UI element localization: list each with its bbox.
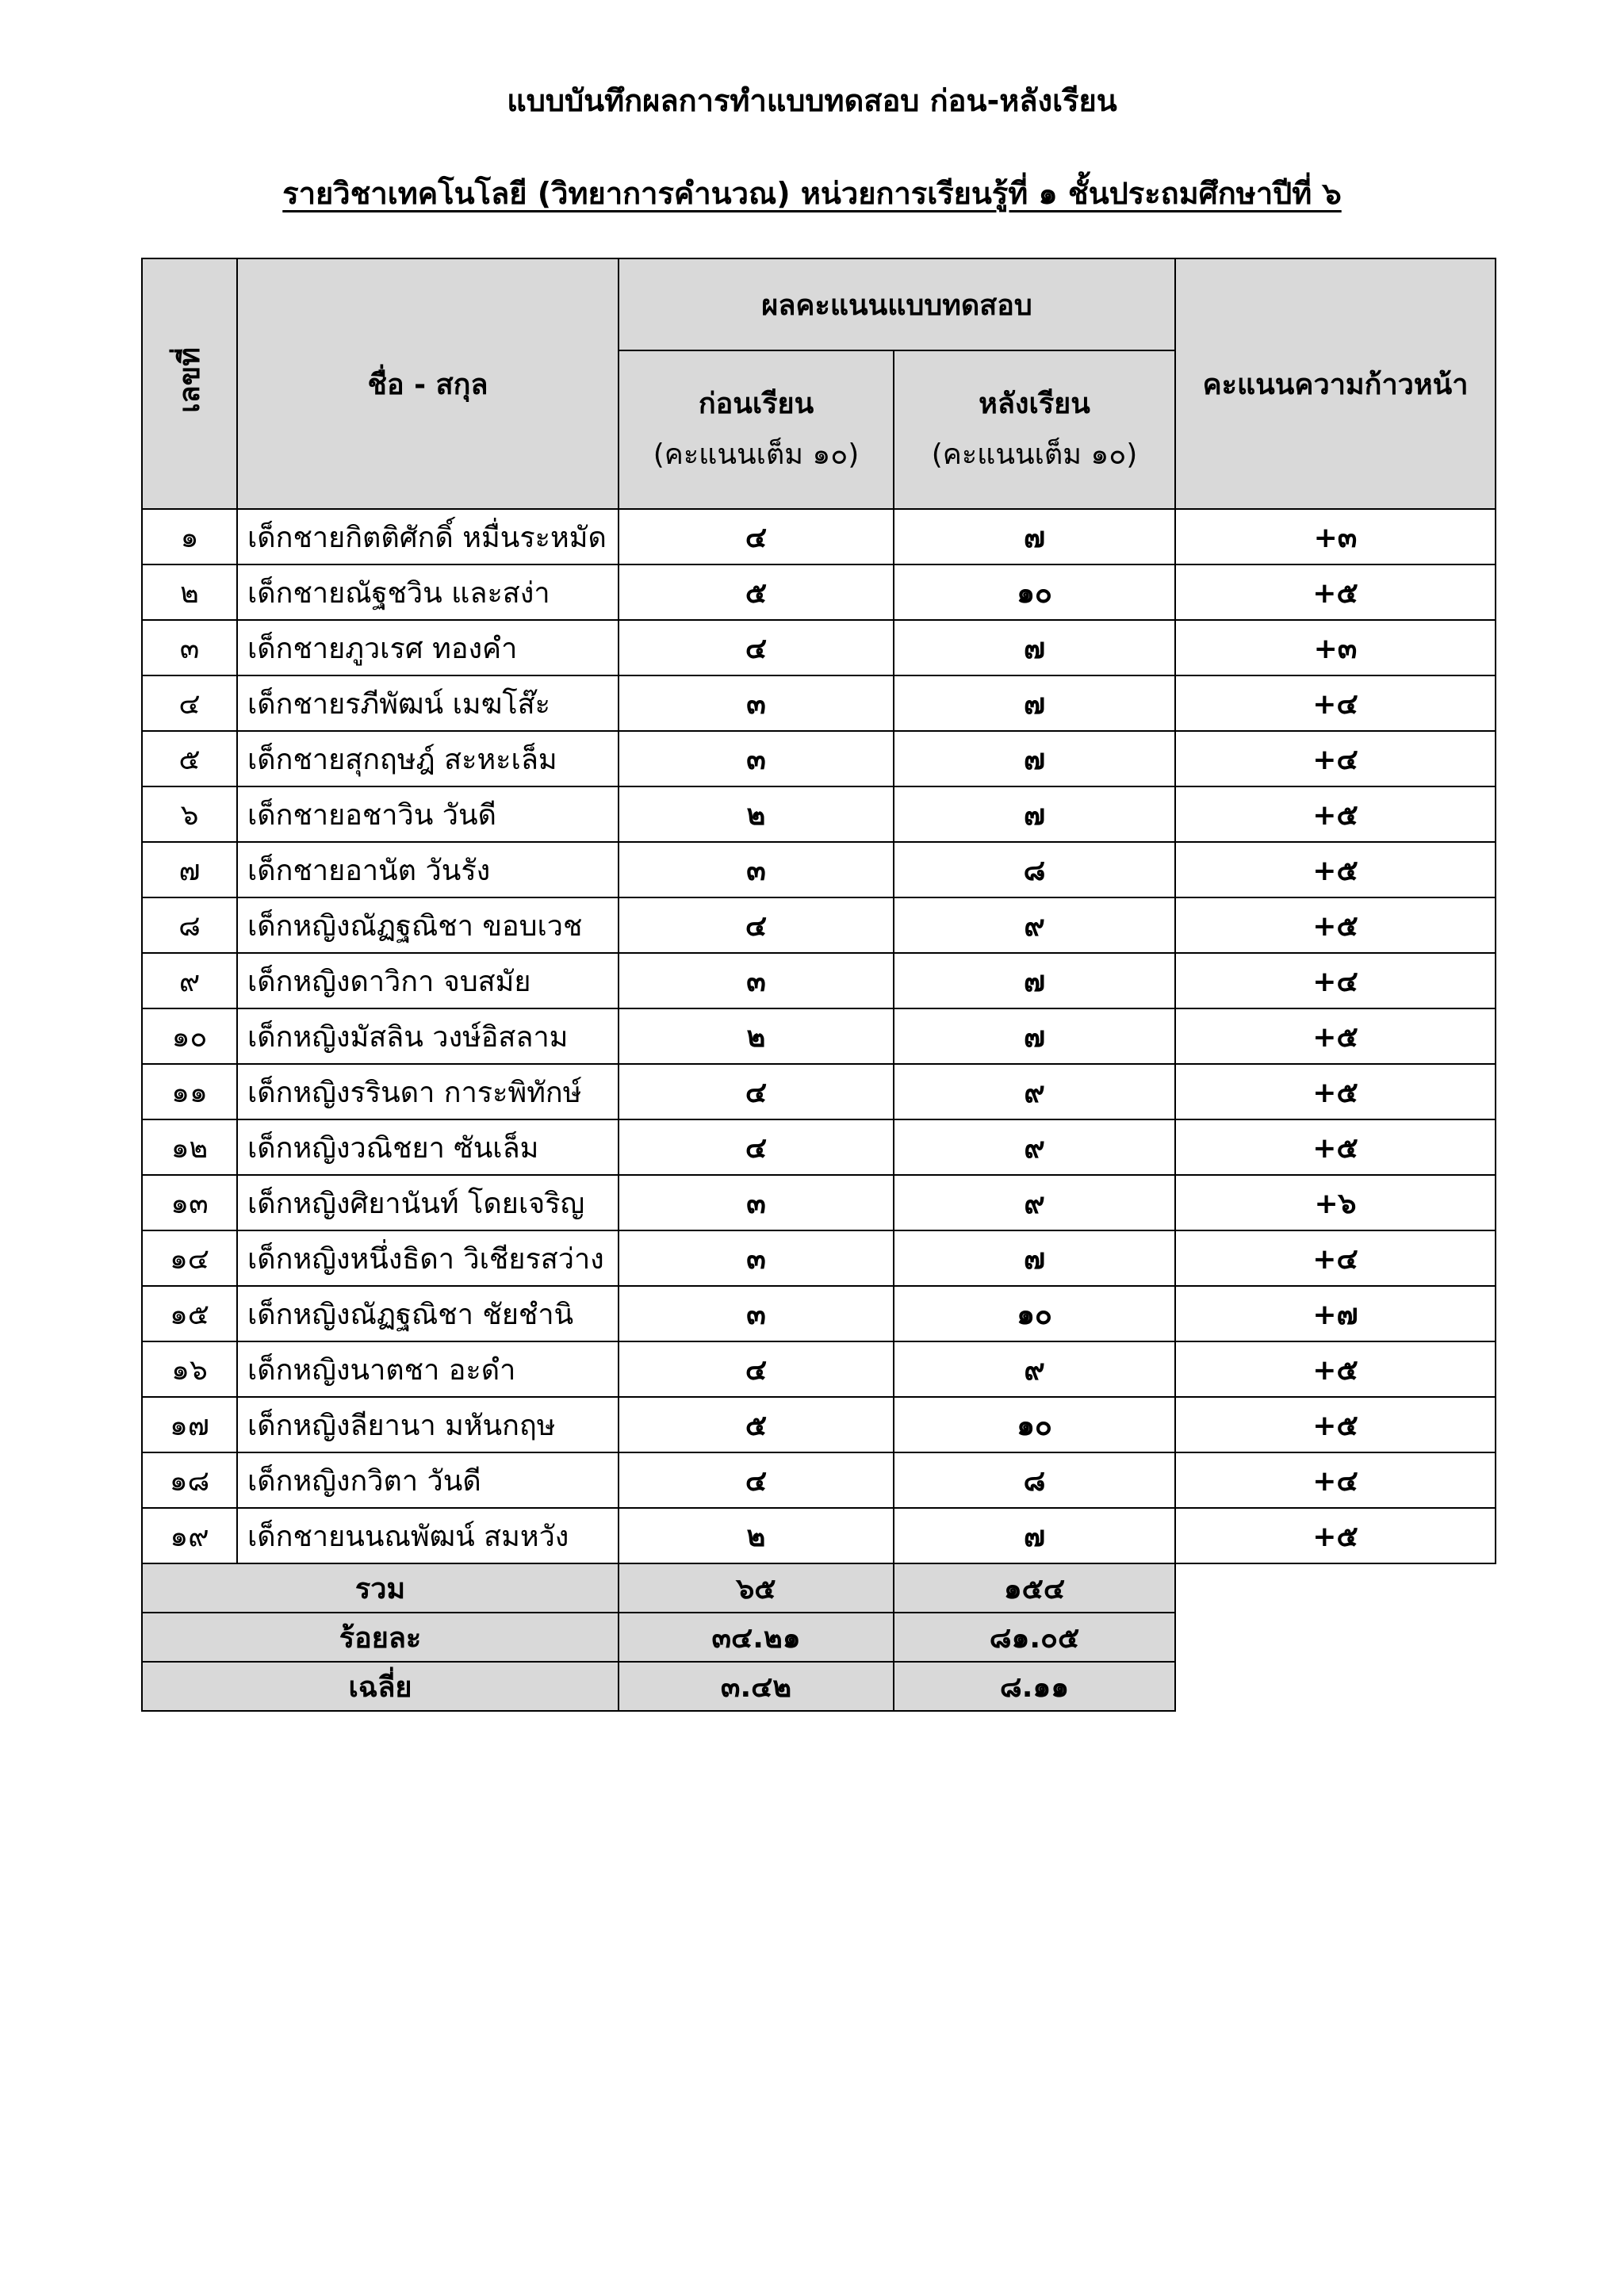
footer-post: ๘.๑๑ (894, 1662, 1175, 1711)
row-number: ๙ (142, 953, 237, 1008)
progress-score: +๕ (1175, 1397, 1496, 1452)
pre-score: ๔ (619, 1119, 894, 1175)
table-row (142, 1508, 1496, 1563)
header-progress: คะแนนความก้าวหน้า (1175, 258, 1496, 509)
table-row (142, 1064, 1496, 1119)
progress-score: +๕ (1175, 1064, 1496, 1119)
progress-score: +๗ (1175, 1286, 1496, 1341)
post-score: ๑๐ (894, 564, 1175, 620)
pre-score: ๔ (619, 1341, 894, 1397)
pre-score: ๒ (619, 1008, 894, 1064)
progress-score: +๕ (1175, 897, 1496, 953)
table-row (142, 897, 1496, 953)
table-row (142, 1230, 1496, 1286)
student-name: เด็กหญิงกวิตา วันดี (237, 1452, 619, 1508)
table-row (142, 1119, 1496, 1175)
progress-score: +๓ (1175, 620, 1496, 675)
progress-score: +๓ (1175, 509, 1496, 564)
student-name: เด็กหญิงณัฏฐณิชา ชัยชำนิ (237, 1286, 619, 1341)
score-table (141, 258, 1496, 1712)
pre-score: ๓ (619, 842, 894, 897)
row-number: ๑๗ (142, 1397, 237, 1452)
student-name: เด็กหญิงนาตชา อะดำ (237, 1341, 619, 1397)
footer-pre: ๓.๔๒ (619, 1662, 894, 1711)
progress-score: +๖ (1175, 1175, 1496, 1230)
post-score: ๘ (894, 1452, 1175, 1508)
table-row (142, 842, 1496, 897)
table-row (142, 1286, 1496, 1341)
footer-row (142, 1563, 1496, 1613)
row-number: ๘ (142, 897, 237, 953)
student-name: เด็กชายภูวเรศ ทองคำ (237, 620, 619, 675)
progress-score: +๔ (1175, 953, 1496, 1008)
student-name: เด็กชายรภีพัฒน์ เมฆโส๊ะ (237, 675, 619, 731)
post-score: ๙ (894, 1175, 1175, 1230)
progress-score: +๔ (1175, 675, 1496, 731)
row-number: ๔ (142, 675, 237, 731)
pre-score: ๕ (619, 1397, 894, 1452)
header-name: ชื่อ - สกุล (237, 258, 619, 509)
progress-score: +๕ (1175, 1508, 1496, 1563)
student-name: เด็กหญิงมัสลิน วงษ์อิสลาม (237, 1008, 619, 1064)
row-number: ๑๐ (142, 1008, 237, 1064)
header-pre: ก่อนเรียน (คะแนนเต็ม ๑๐) (619, 350, 894, 509)
table-row (142, 1341, 1496, 1397)
document-subtitle: รายวิชาเทคโนโลยี (วิทยาการคำนวณ) หน่วยการเรียนรู้ที่ ๑ ชั้นประถมศึกษาปีที่ ๖ (282, 176, 1342, 211)
pre-score: ๓ (619, 1286, 894, 1341)
pre-score: ๔ (619, 509, 894, 564)
pre-score: ๒ (619, 786, 894, 842)
post-score: ๗ (894, 731, 1175, 786)
header-number: เลขที่ (142, 258, 237, 509)
student-name: เด็กชายกิตติศักดิ์ หมื่นระหมัด (237, 509, 619, 564)
post-score: ๗ (894, 953, 1175, 1008)
post-score: ๑๐ (894, 1286, 1175, 1341)
progress-score: +๕ (1175, 1008, 1496, 1064)
post-score: ๙ (894, 1119, 1175, 1175)
table-row (142, 1452, 1496, 1508)
row-number: ๒ (142, 564, 237, 620)
student-name: เด็กชายอานัต วันรัง (237, 842, 619, 897)
progress-score: +๔ (1175, 731, 1496, 786)
pre-score: ๔ (619, 1064, 894, 1119)
table-row (142, 731, 1496, 786)
row-number: ๑๑ (142, 1064, 237, 1119)
post-score: ๗ (894, 1230, 1175, 1286)
pre-score: ๓ (619, 675, 894, 731)
progress-score: +๕ (1175, 1341, 1496, 1397)
footer-post: ๑๕๔ (894, 1563, 1175, 1613)
table-row (142, 509, 1496, 564)
progress-score: +๕ (1175, 564, 1496, 620)
table-row (142, 1397, 1496, 1452)
student-name: เด็กหญิงดาวิกา จบสมัย (237, 953, 619, 1008)
row-number: ๑๕ (142, 1286, 237, 1341)
table-body (142, 509, 1496, 1563)
student-name: เด็กหญิงหนึ่งธิดา วิเชียรสว่าง (237, 1230, 619, 1286)
progress-score: +๕ (1175, 786, 1496, 842)
table-row (142, 620, 1496, 675)
table-row (142, 564, 1496, 620)
table-row (142, 1008, 1496, 1064)
row-number: ๑๔ (142, 1230, 237, 1286)
footer-label: ร้อยละ (142, 1613, 619, 1662)
post-score: ๗ (894, 1508, 1175, 1563)
post-score: ๑๐ (894, 1397, 1175, 1452)
footer-empty (1175, 1563, 1496, 1613)
progress-score: +๕ (1175, 1119, 1496, 1175)
student-name: เด็กชายอชาวิน วันดี (237, 786, 619, 842)
row-number: ๕ (142, 731, 237, 786)
student-name: เด็กหญิงวณิชยา ซันเล็ม (237, 1119, 619, 1175)
progress-score: +๔ (1175, 1452, 1496, 1508)
student-name: เด็กหญิงศิยานันท์ โดยเจริญ (237, 1175, 619, 1230)
post-score: ๗ (894, 620, 1175, 675)
row-number: ๑๓ (142, 1175, 237, 1230)
pre-score: ๓ (619, 953, 894, 1008)
pre-score: ๒ (619, 1508, 894, 1563)
table-row (142, 1175, 1496, 1230)
student-name: เด็กหญิงรรินดา การะพิทักษ์ (237, 1064, 619, 1119)
pre-score: ๓ (619, 731, 894, 786)
footer-pre: ๖๕ (619, 1563, 894, 1613)
pre-score: ๔ (619, 620, 894, 675)
footer-label: เฉลี่ย (142, 1662, 619, 1711)
pre-score: ๔ (619, 1452, 894, 1508)
table-row (142, 786, 1496, 842)
post-score: ๙ (894, 1064, 1175, 1119)
row-number: ๑๙ (142, 1508, 237, 1563)
row-number: ๑ (142, 509, 237, 564)
pre-score: ๓ (619, 1175, 894, 1230)
footer-pre: ๓๔.๒๑ (619, 1613, 894, 1662)
table-footer (142, 1563, 1496, 1711)
row-number: ๗ (142, 842, 237, 897)
student-name: เด็กชายนนณพัฒน์ สมหวัง (237, 1508, 619, 1563)
post-score: ๙ (894, 1341, 1175, 1397)
footer-row (142, 1613, 1496, 1662)
pre-score: ๕ (619, 564, 894, 620)
pre-score: ๓ (619, 1230, 894, 1286)
progress-score: +๕ (1175, 842, 1496, 897)
post-score: ๗ (894, 509, 1175, 564)
post-score: ๗ (894, 786, 1175, 842)
row-number: ๑๘ (142, 1452, 237, 1508)
row-number: ๖ (142, 786, 237, 842)
student-name: เด็กหญิงณัฏฐณิชา ขอบเวช (237, 897, 619, 953)
table-row (142, 953, 1496, 1008)
row-number: ๑๖ (142, 1341, 237, 1397)
post-score: ๘ (894, 842, 1175, 897)
student-name: เด็กหญิงลียานา มหันกฤษ (237, 1397, 619, 1452)
document-title: แบบบันทึกผลการทำแบบทดสอบ ก่อน-หลังเรียน (507, 83, 1117, 118)
row-number: ๑๒ (142, 1119, 237, 1175)
header-scores-group: ผลคะแนนแบบทดสอบ (619, 258, 1175, 350)
post-score: ๙ (894, 897, 1175, 953)
student-name: เด็กชายสุกฤษฎ์ สะหะเล็ม (237, 731, 619, 786)
footer-row (142, 1662, 1496, 1711)
footer-empty (1175, 1613, 1496, 1662)
student-name: เด็กชายณัฐชวิน และสง่า (237, 564, 619, 620)
footer-empty (1175, 1662, 1496, 1711)
footer-post: ๘๑.๐๕ (894, 1613, 1175, 1662)
table-row (142, 675, 1496, 731)
progress-score: +๔ (1175, 1230, 1496, 1286)
post-score: ๗ (894, 675, 1175, 731)
pre-score: ๔ (619, 897, 894, 953)
footer-label: รวม (142, 1563, 619, 1613)
post-score: ๗ (894, 1008, 1175, 1064)
header-post: หลังเรียน (คะแนนเต็ม ๑๐) (894, 350, 1175, 509)
row-number: ๓ (142, 620, 237, 675)
